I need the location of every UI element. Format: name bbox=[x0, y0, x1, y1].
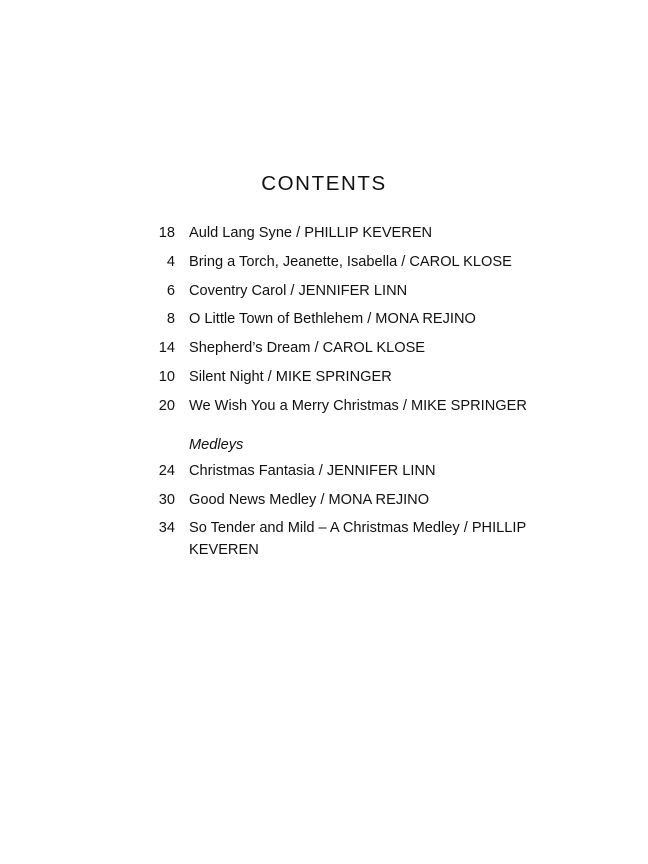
toc-row[interactable] bbox=[143, 251, 573, 273]
toc-page-number: 24 bbox=[158, 462, 175, 479]
toc-row[interactable] bbox=[143, 460, 573, 482]
toc-row[interactable] bbox=[143, 517, 573, 561]
toc-entry-title: Good News Medley / MONA REJINO bbox=[189, 491, 430, 508]
toc-entry-title: Christmas Fantasia / JENNIFER LINN bbox=[189, 462, 436, 479]
toc-row[interactable] bbox=[143, 366, 573, 388]
toc-row[interactable] bbox=[143, 337, 573, 359]
toc-entry-title: So Tender and Mild – A Christmas Medley / PHILLIP KEVEREN bbox=[189, 520, 526, 559]
toc-row[interactable] bbox=[143, 280, 573, 302]
toc-row[interactable] bbox=[143, 308, 573, 330]
toc-page-number: 18 bbox=[158, 225, 175, 241]
toc-page-number: 10 bbox=[158, 368, 175, 385]
toc-row[interactable] bbox=[143, 489, 573, 511]
toc-page-number: 20 bbox=[158, 397, 175, 414]
toc-page-number: 6 bbox=[166, 282, 175, 299]
toc-row[interactable] bbox=[143, 395, 573, 417]
table-of-contents bbox=[143, 222, 573, 568]
toc-page-number: 30 bbox=[158, 491, 175, 508]
toc-page-number: 34 bbox=[158, 520, 175, 537]
toc-entry-title: Shepherd’s Dream / CAROL KLOSE bbox=[189, 340, 426, 357]
toc-entry-title: O Little Town of Bethlehem / MONA REJINO bbox=[189, 311, 476, 328]
toc-entry-title: Bring a Torch, Jeanette, Isabella / CAROL KLOSE bbox=[189, 253, 512, 270]
toc-page-number: 14 bbox=[158, 340, 175, 357]
toc-row[interactable] bbox=[143, 222, 573, 244]
toc-entry-title: We Wish You a Merry Christmas / MIKE SPRINGER bbox=[189, 397, 527, 414]
toc-entry-title: Auld Lang Syne / PHILLIP KEVEREN bbox=[189, 225, 433, 241]
toc-section-heading-medleys: Medleys bbox=[189, 436, 244, 453]
toc-page-number: 8 bbox=[166, 311, 175, 328]
page-title: CONTENTS bbox=[261, 172, 387, 195]
toc-entry-title: Silent Night / MIKE SPRINGER bbox=[189, 368, 392, 385]
toc-page-number: 4 bbox=[166, 253, 175, 270]
toc-entry-title: Coventry Carol / JENNIFER LINN bbox=[189, 282, 408, 299]
